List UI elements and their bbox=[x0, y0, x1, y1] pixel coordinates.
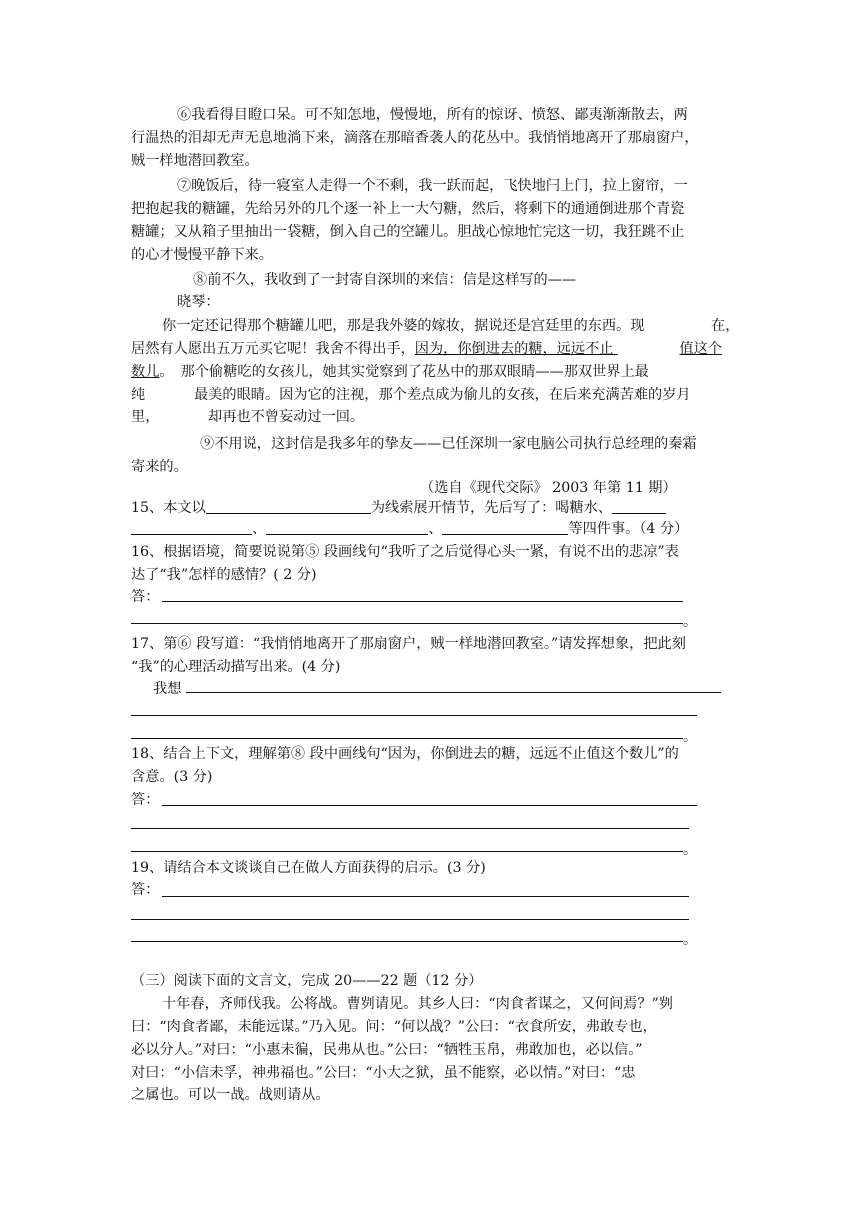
separator: 、 bbox=[428, 521, 443, 537]
answer-line[interactable] bbox=[131, 828, 689, 829]
para-9-line-1: ⑨不用说，这封信是我多年的挚友——已任深圳一家电脑公司执行总经理的秦霜 bbox=[200, 436, 697, 452]
section-3-heading: （三）阅读下面的文言文，完成 20——22 题（12 分） bbox=[131, 973, 483, 989]
answer-line[interactable] bbox=[131, 715, 697, 716]
letter-line-2 bbox=[131, 338, 722, 360]
answer-blank-event-2-cont[interactable] bbox=[131, 519, 252, 535]
classical-text-line-3: 必以分人。”对曰：“小惠未徧，民弗从也。”公曰：“牺牲玉帛，弗敢加也，必以信。” bbox=[131, 1042, 643, 1058]
letter-line-1a: 你一定还记得那个糖罐儿吧，那是我外婆的嫁妆，据说还是宫廷里的东西。现 bbox=[162, 318, 645, 334]
para-6-line-3: 贼一样地潜回教室。 bbox=[131, 153, 259, 169]
question-17-line-1: 17、第⑥ 段写道：“我悄悄地离开了那扇窗户，贼一样地潜回教室。”请发挥想象，把此刻 bbox=[131, 636, 686, 652]
letter-line-4a: 纯 bbox=[131, 387, 146, 403]
letter-line-4b: 最美的眼睛。因为它的注视，那个差点成为偷儿的女孩，在后来充满苦难的岁月 bbox=[194, 387, 691, 403]
para-7-line-4: 的心才慢慢平静下来。 bbox=[131, 247, 273, 263]
underlined-sentence-part-1: 因为，你倒进去的糖，远远不止 bbox=[414, 341, 614, 357]
classical-text-line-5: 之属也。可以一战。战则请从。 bbox=[131, 1087, 330, 1103]
classical-text-line-1: 十年春，齐师伐我。公将战。曹刿请见。其乡人曰：“肉食者谋之，又何间焉？”刿 bbox=[162, 996, 674, 1012]
question-15-text-b: 为线索展开情节，先后写了：喝糖水、 bbox=[370, 500, 613, 516]
para-7-line-2: 把抱起我的糖罐，先给另外的几个逐一补上一大勺糖，然后，将剩下的通通倒进那个青瓷 bbox=[131, 201, 685, 217]
answer-blank-event-4[interactable] bbox=[442, 519, 568, 535]
answer-period: 。 bbox=[683, 614, 697, 630]
separator: 、 bbox=[252, 521, 267, 537]
answer-label: 答： bbox=[131, 792, 160, 808]
answer-label: 答： bbox=[131, 589, 160, 605]
para-9-line-2: 寄来的。 bbox=[131, 459, 188, 475]
underlined-sentence-part-2: 值这个 bbox=[679, 341, 722, 357]
question-15-line-2 bbox=[131, 518, 688, 540]
answer-prompt: 我想 bbox=[153, 681, 182, 697]
para-6-line-1: ⑥我看得目瞪口呆。可不知怎地，慢慢地，所有的惊讶、愤怒、鄙夷渐渐散去，两 bbox=[177, 107, 688, 123]
question-16-line-2: 达了“我”怎样的感情？( 2 分) bbox=[131, 567, 317, 583]
source-citation: （选自《现代交际》 2003 年第 11 期） bbox=[420, 480, 677, 496]
question-16-line-1: 16、根据语境，简要说说第⑤ 段画线句“我听了之后觉得心头一紧，有说不出的悲凉”表 bbox=[131, 544, 679, 560]
letter-line-5a: 里， bbox=[131, 409, 160, 425]
answer-line[interactable] bbox=[131, 738, 683, 739]
classical-text-line-2: 曰：“肉食者鄙，未能远谋。”乃入见。问：“何以战？”公曰：“衣食所安，弗敢专也， bbox=[131, 1019, 657, 1035]
question-15-line-1 bbox=[131, 497, 666, 519]
letter-salutation: 晓琴： bbox=[177, 294, 220, 310]
para-7-line-3: 糖罐；又从箱子里抽出一袋糖，倒入自己的空罐儿。胆战心惊地忙完这一切，我狂跳不止 bbox=[131, 224, 685, 240]
letter-line-3-text: 。 那个偷糖吃的女孩儿，她其实觉察到了花丛中的那双眼睛——那双世界上最 bbox=[159, 364, 649, 380]
answer-label: 答： bbox=[131, 882, 160, 898]
answer-blank-event-3[interactable] bbox=[266, 519, 428, 535]
question-18-line-1: 18、结合上下文，理解第⑧ 段中画线句“因为，你倒进去的糖，远远不止值这个数儿”的 bbox=[131, 746, 679, 762]
letter-line-3 bbox=[131, 361, 649, 383]
answer-line[interactable] bbox=[162, 805, 697, 806]
letter-line-1b: 在， bbox=[711, 318, 740, 334]
answer-period: 。 bbox=[683, 932, 697, 948]
answer-blank-clue[interactable] bbox=[206, 498, 371, 514]
letter-line-2-text: 居然有人愿出五万元买它呢！我舍不得出手， bbox=[131, 341, 415, 357]
question-17-line-2: “我”的心理活动描写出来。(4 分) bbox=[131, 659, 341, 675]
para-6-line-2: 行温热的泪却无声无息地淌下来，滴落在那暗香袭人的花丛中。我悄悄地离开了那扇窗户， bbox=[131, 130, 699, 146]
answer-blank-event-2[interactable] bbox=[612, 498, 666, 514]
answer-period: 。 bbox=[683, 842, 697, 858]
letter-line-5b: 却再也不曾妄动过一回。 bbox=[208, 409, 365, 425]
classical-text-line-4: 对曰：“小信未孚，神弗福也。”公曰：“小大之狱，虽不能察，必以情。”对曰：“忠 bbox=[131, 1065, 636, 1081]
answer-period: 。 bbox=[683, 729, 697, 745]
para-7-line-1: ⑦晚饭后，待一寝室人走得一个不剩，我一跃而起，飞快地闩上门，拉上窗帘，一 bbox=[177, 178, 688, 194]
para-8-line-1: ⑧前不久，我收到了一封寄自深圳的来信：信是这样写的—— bbox=[193, 272, 577, 288]
answer-line[interactable] bbox=[131, 941, 683, 942]
underlined-sentence-part-3: 数儿 bbox=[131, 364, 160, 380]
question-15-text-c: 等四件事。（4 分） bbox=[568, 521, 689, 537]
question-18-line-2: 含意。(3 分) bbox=[131, 769, 213, 785]
answer-line[interactable] bbox=[162, 896, 689, 897]
question-19-line-1: 19、请结合本文谈谈自己在做人方面获得的启示。(3 分) bbox=[131, 860, 486, 876]
answer-line[interactable] bbox=[186, 692, 721, 693]
answer-line[interactable] bbox=[131, 919, 689, 920]
answer-line[interactable] bbox=[131, 623, 683, 624]
answer-line[interactable] bbox=[162, 601, 683, 602]
underline-gap bbox=[613, 338, 679, 360]
question-15-text-a: 15、本文以 bbox=[131, 500, 206, 516]
answer-line[interactable] bbox=[131, 851, 683, 852]
